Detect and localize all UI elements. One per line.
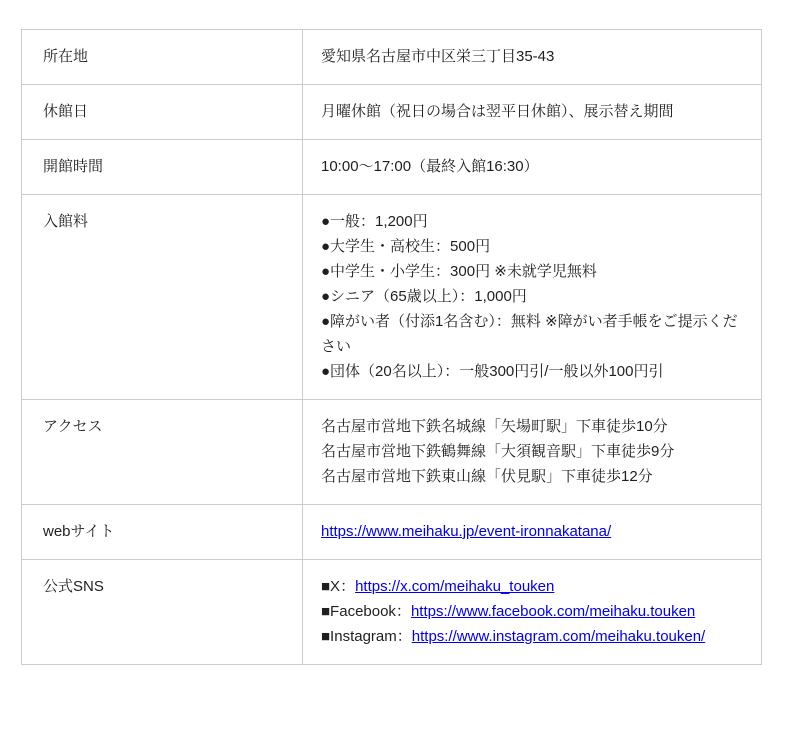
row-label-location: 所在地 [22,30,303,84]
admission-line: ●シニア（65歳以上）：1,000円 [321,288,527,305]
row-label-hours: 開館時間 [22,140,303,194]
access-line: 名古屋市営地下鉄鶴舞線「大須観音駅」下車徒歩9分 [321,443,675,460]
sns-x-link[interactable]: https://x.com/meihaku_touken [355,578,555,595]
website-link[interactable]: https://www.meihaku.jp/event-ironnakatana/ [321,523,612,540]
row-label-website: webサイト [22,505,303,559]
sns-line-instagram [321,624,745,649]
sns-line-facebook [321,599,745,624]
row-value-hours [303,140,761,194]
row-label-access: アクセス [22,400,303,504]
sns-x-prefix: ■X： [321,578,356,595]
row-value-location [303,30,761,84]
table-row-access [22,400,761,505]
table-row-hours [22,140,761,195]
sns-instagram-prefix: ■Instagram： [321,628,412,645]
admission-line: ●大学生・高校生：500円 [321,238,491,255]
table-row-website [22,505,761,560]
sns-instagram-link[interactable]: https://www.instagram.com/meihaku.touken/ [411,628,706,645]
table-row-closed-days [22,85,761,140]
table-row-location [22,30,761,85]
admission-line: ●団体（20名以上）：一般300円引/一般以外100円引 [321,363,664,380]
row-label-admission: 入館料 [22,195,303,399]
location-text: 愛知県名古屋市中区栄三丁目35-43 [321,48,555,65]
row-value-access [303,400,761,504]
admission-line: ●一般：1,200円 [321,213,428,230]
admission-line: ●中学生・小学生：300円 ※未就学児無料 [321,263,597,280]
row-value-sns [303,560,761,664]
sns-facebook-link[interactable]: https://www.facebook.com/meihaku.touken [410,603,696,620]
row-value-admission [303,195,761,399]
access-line: 名古屋市営地下鉄名城線「矢場町駅」下車徒歩10分 [321,418,668,435]
row-label-sns: 公式SNS [22,560,303,664]
sns-facebook-prefix: ■Facebook： [321,603,411,620]
table-row-sns [22,560,761,664]
access-line: 名古屋市営地下鉄東山線「伏見駅」下車徒歩12分 [321,468,653,485]
closed-days-text: 月曜休館（祝日の場合は翌平日休館）、展示替え期間 [321,103,674,120]
hours-text: 10:00〜17:00（最終入館16:30） [321,158,539,175]
row-value-website [303,505,761,559]
admission-line: ●障がい者（付添1名含む）：無料 ※障がい者手帳をご提示ください [321,313,738,355]
table-row-admission [22,195,761,400]
row-label-closed-days: 休館日 [22,85,303,139]
info-table [21,29,762,665]
row-value-closed-days [303,85,761,139]
sns-line-x [321,574,745,599]
